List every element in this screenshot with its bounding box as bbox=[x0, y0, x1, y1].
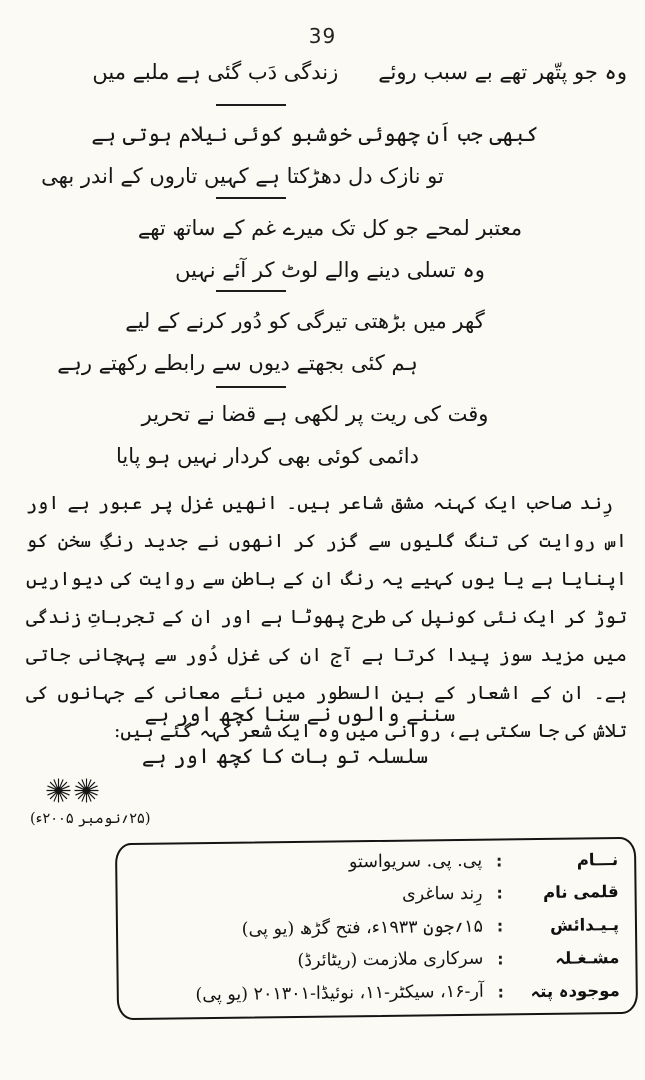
sunburst-ornament-icon bbox=[46, 778, 71, 803]
verse-line: معتبر لمحے جو کل تک میرے غم کے ساتھ تھے bbox=[137, 216, 523, 240]
verse-line: ہم کئی بجھتے دیوں سے رابطے رکھتے رہے bbox=[57, 351, 418, 375]
bio-row-birth bbox=[136, 915, 619, 941]
bio-label: مشـغـلہ bbox=[555, 947, 620, 968]
verse-line: وقت کی ریت پر لکھی ہے قضا نے تحریر bbox=[141, 402, 489, 426]
bio-row-pen-name bbox=[135, 882, 618, 908]
bio-value: آر-۱۶، سیکٹر-۱۱، نوئیڈا-۲۰۱۳۰۱ (یو پی) bbox=[195, 981, 484, 1006]
bio-value: سرکاری ملازمت (ریٹائرڈ) bbox=[297, 948, 484, 972]
verse-line: دائمی کوئی بھی کردار نہیں ہو پایا bbox=[116, 444, 419, 468]
closing-verse-line: سننے والوں نے سنا کچھ اور ہے bbox=[144, 702, 456, 726]
bio-rows bbox=[117, 839, 636, 1018]
bio-colon: : bbox=[497, 949, 504, 969]
opening-second-hemistich: زندگی دَب گئی ہے ملبے میں bbox=[92, 60, 339, 84]
verse-divider bbox=[216, 104, 286, 106]
verse-line: کبھی جب اَن چھوئی خوشبو کوئی نیلام ہوتی ہے bbox=[91, 122, 539, 146]
bio-value: رِند ساغری bbox=[401, 883, 483, 905]
verse-line: گھر میں بڑھتی تیرگی کو دُور کرنے کے لیے bbox=[125, 309, 485, 333]
bio-row-occupation bbox=[136, 947, 619, 973]
poem-opening-line bbox=[92, 60, 627, 84]
end-ornament bbox=[46, 778, 99, 803]
date-note: (۲۵؍نومبر ۲۰۰۵ء) bbox=[30, 811, 151, 827]
verse-line: وہ تسلی دینے والے لوٹ کر آئے نہیں bbox=[175, 258, 485, 282]
sunburst-ornament-icon bbox=[74, 778, 99, 803]
verse-line: تو نازک دل دھڑکتا ہے کہیں تاروں کے اندر بھی bbox=[41, 164, 444, 188]
opening-first-hemistich: وہ جو پتّھر تھے بے سبب روئے bbox=[378, 60, 627, 84]
bio-row-current-address bbox=[137, 980, 620, 1006]
bio-colon: : bbox=[496, 883, 503, 903]
bio-colon: : bbox=[496, 916, 504, 936]
bio-value: ۱۵؍جون ۱۹۳۳ء، فتح گڑھ (یو پی) bbox=[241, 916, 484, 940]
closing-verse-line: سلسلہ تو بات کا کچھ اور ہے bbox=[141, 744, 429, 768]
bio-colon: : bbox=[497, 981, 505, 1002]
verse-divider bbox=[216, 197, 286, 199]
bio-label: نـــام bbox=[576, 849, 619, 870]
prose-paragraph: رِند صاحب ایک کہنہ مشق شاعر ہیں۔ انھیں غزل پر عبور ہے اور اس روایت کی تنگ گلیوں سے گزر کر انھوں نے جدید رنگِ سخن کو اپنایا ہے یا یوں کہیے یہ رنگ ان کے باطن سے روایت کی دیواریں توڑ کر ایک نئی کونپل کی طرح پھوٹا ہے اور ان کے تجرباتِ زندگی میں مزید سوز پیدا کرتا ہے آج ان کی غزل دُور سے پہچانی جاتی ہے۔ ان کے اشعار کے بین السطور میں نئے معانی کے جہانوں کی تلاش کی جا سکتی ہے، روانی میں وہ ایک شعر کہہ گئے ہیں: bbox=[26, 492, 627, 742]
bio-label: موجودہ پتہ bbox=[530, 980, 620, 1001]
bio-value: پی. پی. سریواستو bbox=[348, 850, 483, 873]
bio-row-name bbox=[135, 849, 618, 875]
bio-colon: : bbox=[495, 850, 503, 871]
verse-divider bbox=[216, 386, 286, 388]
bio-box bbox=[115, 837, 638, 1020]
bio-label: پـیـدائش bbox=[549, 915, 620, 935]
page-number: 39 bbox=[308, 24, 337, 48]
verse-divider bbox=[216, 290, 286, 292]
bio-label: قلمی نام bbox=[542, 882, 619, 903]
